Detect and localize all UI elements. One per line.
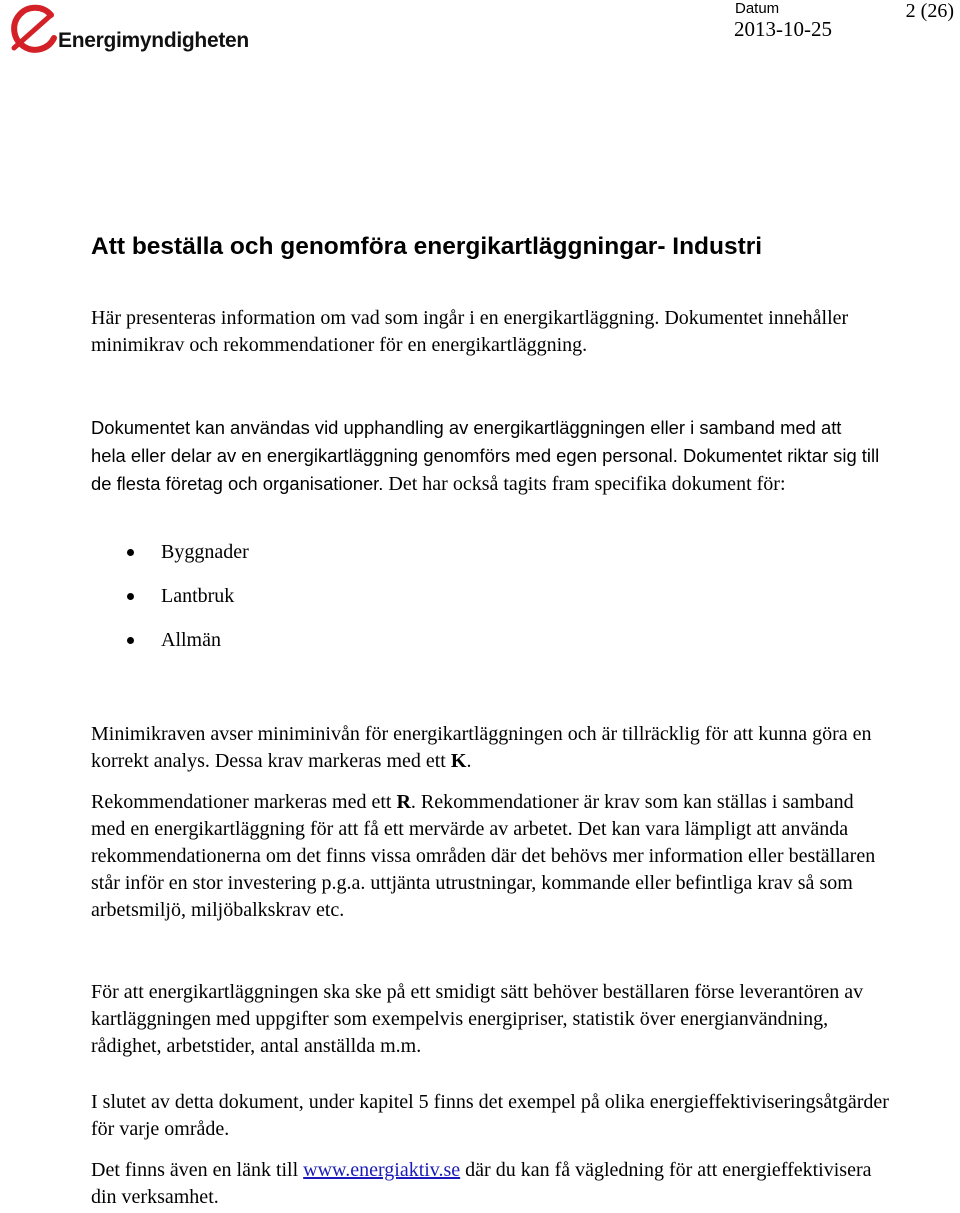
usage-serif-text: Det har också tagits fram specifika dokument för: (383, 473, 786, 495)
bullet-icon (127, 637, 134, 644)
recommendations-paragraph (91, 789, 891, 924)
rec-text-rest: . Rekommendationer är krav som kan ställas i samband med en energikartläggning för att få ett mervärde av arbetet. Det kan vara lämpligt att använda rekommendationerna om det finns vissa områden där det behövs mer information eller beställaren står inför en stor investering p.g.a. uttjänta utrustningar, kommande eller befintliga krav så som arbetsmiljö, miljöbalkskrav etc. (91, 791, 876, 921)
energimyndigheten-logo (4, 4, 249, 58)
link-post-text: där du kan få vägledning för att energieffektivisera din verksamhet. (91, 1159, 872, 1208)
chapter-paragraph: I slutet av detta dokument, under kapitel 5 finns det exempel på olika energieffektiviseringsåtgärder för varje område. (91, 1091, 889, 1140)
min-req-end: . (466, 750, 472, 772)
date-value: 2013-10-25 (734, 17, 832, 41)
list-item-label: Allmän (161, 629, 221, 651)
minimum-requirements-paragraph (91, 721, 891, 775)
energiaktiv-link[interactable]: www.energiaktiv.se (303, 1159, 461, 1181)
document-title: Att beställa och genomföra energikartläggningar- Industri (91, 233, 763, 260)
min-req-text: Minimikraven avser miniminivån för energikartläggningen och är tillräcklig för att kunna göra en korrekt analys. Dessa krav markeras med ett (91, 723, 872, 772)
rec-text-start: Rekommendationer markeras med ett (91, 791, 397, 813)
list-item-label: Byggnader (161, 541, 249, 563)
logo-mark-icon (4, 4, 62, 58)
rec-marker: R (396, 791, 411, 813)
logo-text: Energimyndigheten (58, 29, 249, 52)
link-pre-text: Det finns även en länk till (91, 1159, 304, 1181)
bullet-icon (127, 549, 134, 556)
date-label: Datum (735, 0, 780, 17)
min-req-marker: K (450, 750, 467, 772)
bullet-icon (127, 593, 134, 600)
link-paragraph (91, 1157, 891, 1211)
list-item-label: Lantbruk (161, 585, 235, 607)
intro-paragraph: Här presenteras information om vad som ingår i en energikartläggning. Dokumentet innehåller minimikrav och rekommendationer för en energikartläggning. (91, 307, 849, 356)
usage-sans-text: Dokumentet kan användas vid upphandling av energikartläggningen eller i samband med att hela eller delar av en energikartläggning genomförs med egen personal. Dokumentet riktar sig till de flesta företag och organisationer. (91, 417, 880, 494)
order-paragraph: För att energikartläggningen ska ske på ett smidigt sätt behöver beställaren förse leverantören av kartläggningen med uppgifter som exempelvis energipriser, statistik över energianvändning, rådighet, arbetstider, antal anställda m.m. (91, 981, 864, 1057)
page-number: 2 (26) (905, 0, 954, 22)
usage-paragraph (91, 414, 881, 498)
